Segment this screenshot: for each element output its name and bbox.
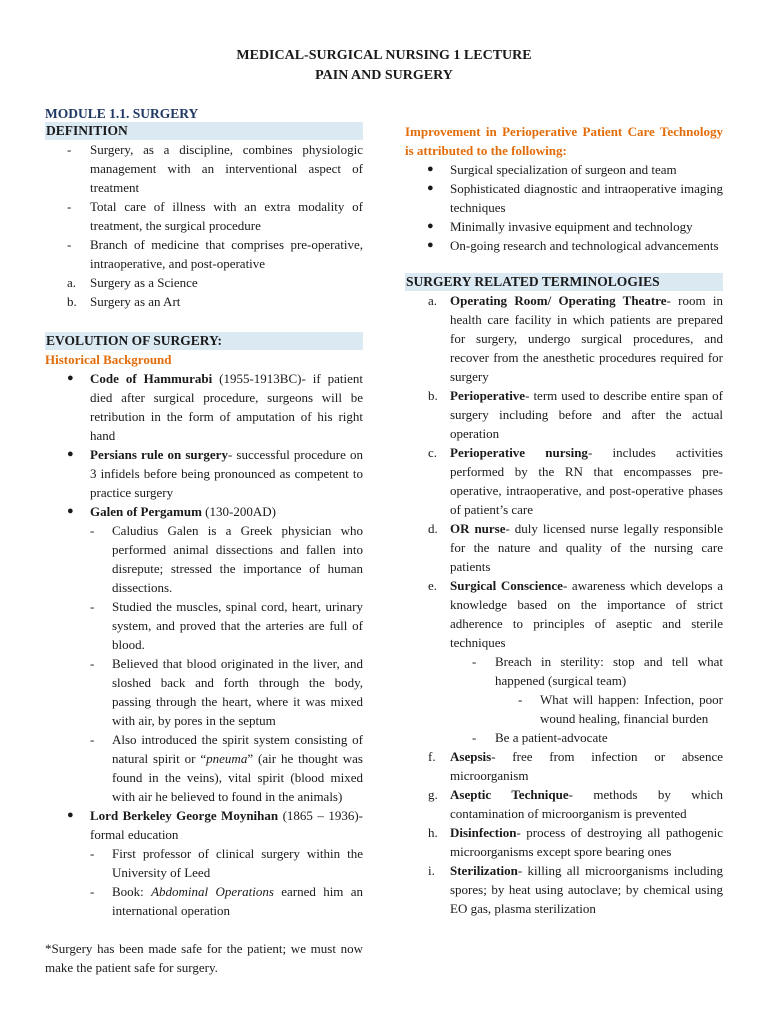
term-item: e. Surgical Conscience- awareness which develops a knowledge based on the importance of strict adherence to principles of aseptic and sterile techniques — [428, 578, 724, 650]
galen-subitem: - Studied the muscles, spinal cord, heart, urinary system, and proved that the arteries are full of blood. — [90, 599, 363, 652]
galen-subitem: - Also introduced the spirit system consisting of natural spirit or “pneuma” (air he thought was found in the veins), vital spirit (blood mixed with air he believed to found in the animals) — [90, 732, 363, 804]
evolution-heading: EVOLUTION OF SURGERY: — [45, 332, 363, 350]
module-heading: MODULE 1.1. SURGERY — [45, 106, 199, 121]
term-item: c. Perioperative nursing- includes activities performed by the RN that encompasses pre-operative, intraoperative, and post-operative phases of patient’s care — [428, 445, 723, 517]
conscience-subitem: - Be a patient-advocate — [472, 730, 608, 745]
lettered-item: b. Surgery as an Art — [67, 294, 181, 309]
left-column — [45, 105, 363, 977]
definition-item: - Branch of medicine that comprises pre-operative, intraoperative, and post-operative — [67, 237, 363, 271]
definition-item: - Total care of illness with an extra modality of treatment, the surgical procedure — [67, 199, 363, 233]
improvement-item: ● Minimally invasive equipment and technology — [427, 219, 693, 234]
improvement-item: ● Sophisticated diagnostic and intraoperative imaging techniques — [427, 181, 723, 215]
galen-item: ● Galen of Pergamum (130-200AD) — [67, 504, 276, 519]
improvement-item: ● Surgical specialization of surgeon and team — [427, 162, 677, 177]
document-title: MEDICAL-SURGICAL NURSING 1 LECTURE — [236, 48, 532, 63]
moynihan-subitem: - First professor of clinical surgery within the University of Leed — [90, 846, 363, 880]
term-item: h. Disinfection- process of destroying all pathogenic microorganisms except spore bearing ones — [428, 825, 723, 859]
hammurabi-item: ● Code of Hammurabi (1955-1913BC)- if patient died after surgical procedure, surgeons will be retribution in the form of amputation of his right hand — [67, 371, 363, 443]
galen-subitem: - Caludius Galen is a Greek physician who performed animal dissections and fallen into disrepute; stressed the importance of human dissections. — [90, 523, 363, 595]
term-item: g. Aseptic Technique- methods by which contamination of microorganism is prevented — [428, 787, 724, 821]
improvement-item: ● On-going research and technological advancements — [427, 238, 719, 253]
document-subtitle: PAIN AND SURGERY — [315, 68, 453, 83]
term-item: i. Sterilization- killing all microorganisms including spores; by heat using autoclave; by chemical using EO gas, plasma sterilization — [428, 863, 723, 916]
lettered-item: a. Surgery as a Science — [67, 275, 198, 290]
terminologies-heading: SURGERY RELATED TERMINOLOGIES — [405, 273, 723, 291]
persians-item: ● Persians rule on surgery- successful procedure on 3 infidels before being pronounced as competent to practice surgery — [67, 447, 363, 500]
term-item: b. Perioperative- term used to describe entire span of surgery including before and after the actual operation — [428, 388, 723, 441]
moynihan-item: ● Lord Berkeley George Moynihan (1865 – 1936)- formal education — [67, 808, 363, 842]
improvement-heading: Improvement in Perioperative Patient Care Technology is attributed to the following: — [405, 124, 723, 158]
galen-subitem: - Believed that blood originated in the liver, and sloshed back and forth through the body, passing through the heart, where it was mixed with air, by pores in the septum — [90, 656, 363, 728]
moynihan-subitem: - Book: Abdominal Operations earned him an international operation — [90, 884, 363, 918]
term-item: a. Operating Room/ Operating Theatre- room in health care facility in which patients are prepared for surgery, undergo surgical procedures, and recover from the anesthetic procedures required for surgery — [428, 293, 723, 384]
conscience-subsubitem: - What will happen: Infection, poor wound healing, financial burden — [518, 692, 723, 726]
safety-note: *Surgery has been made safe for the patient; we must now make the patient safe for surgery. — [45, 941, 363, 975]
right-column — [405, 122, 723, 918]
term-item: d. OR nurse- duly licensed nurse legally responsible for the nature and quality of the nursing care patients — [428, 521, 724, 574]
definition-heading: DEFINITION — [45, 122, 363, 140]
historical-heading: Historical Background — [45, 352, 172, 367]
definition-item: - Surgery, as a discipline, combines physiologic management with an interventional aspect of treatment — [67, 142, 363, 195]
term-item: f. Asepsis- free from infection or absence microorganism — [428, 749, 723, 783]
conscience-subitem: - Breach in sterility: stop and tell what happened (surgical team) — [472, 654, 723, 688]
